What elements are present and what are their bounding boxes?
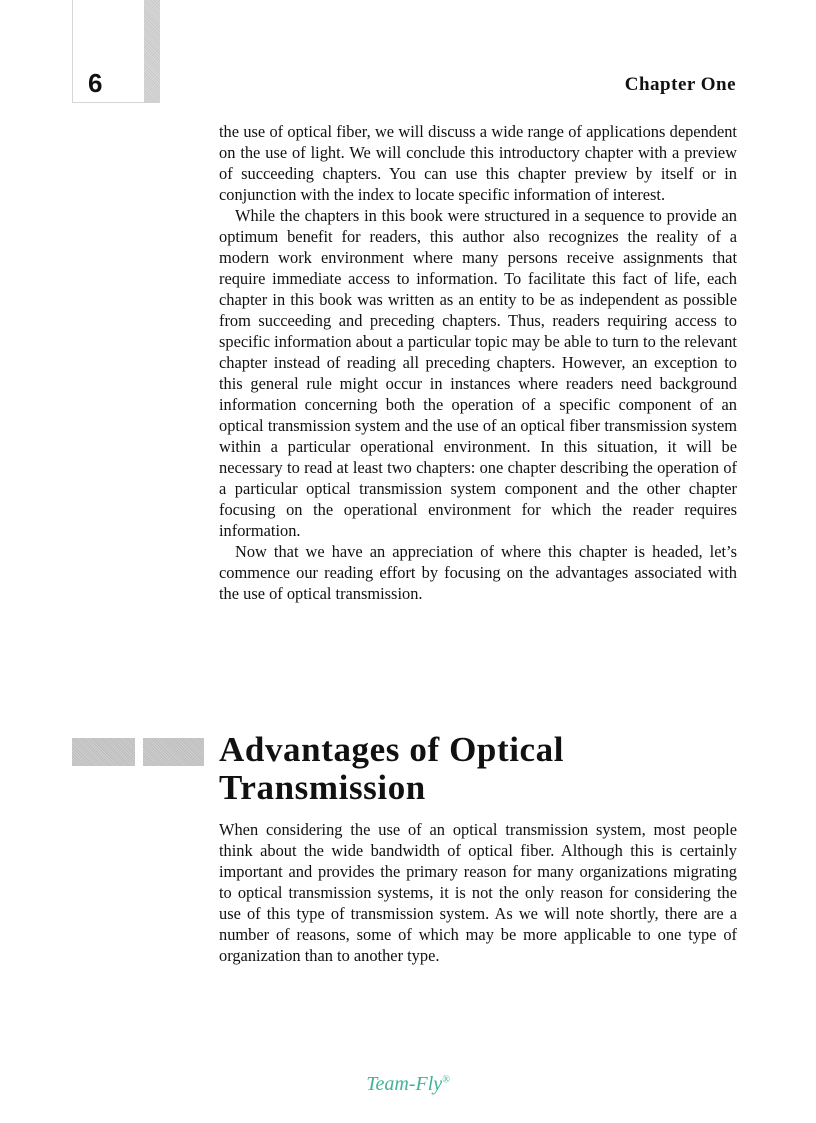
page-number: 6 xyxy=(88,68,103,98)
header-tab xyxy=(72,0,145,103)
paragraph-intro-continued: the use of optical fiber, we will discuss a wide range of applications dependent on the use of light. We will conclude this introductory chapter with a preview of succeeding chapters. You can use this chapter preview by itself or in conjunction with the index to locate specific information of interest. xyxy=(219,122,737,204)
section-heading-line1: Advantages of Optical xyxy=(219,730,565,769)
header-tab-stripe xyxy=(144,0,160,103)
paragraph-advantages: When considering the use of an optical transmission system, most people think about the wide bandwidth of optical fiber. Although this is certainly important and provides the primary reason for many organizations migrating to optical transmission systems, it is not the only reason for considering the use of this type of transmission system. As we will note shortly, there are a number of reasons, some of which may be more applicable to one type of organization than to another type. xyxy=(219,820,737,965)
section-heading xyxy=(219,731,739,807)
body-text xyxy=(219,121,737,604)
section-marker-right xyxy=(143,738,204,766)
watermark-text: Team-Fly xyxy=(366,1073,443,1095)
section-marker-left xyxy=(72,738,135,766)
section-body xyxy=(219,819,737,966)
paragraph-transition: Now that we have an appreciation of where this chapter is headed, let’s commence our reading effort by focusing on the advantages associated with the use of optical transmission. xyxy=(219,542,737,603)
chapter-label: Chapter One xyxy=(624,74,736,95)
section-heading-line2: Transmission xyxy=(219,768,426,807)
team-fly-watermark[interactable] xyxy=(0,1073,816,1096)
registered-mark: ® xyxy=(442,1074,450,1086)
paragraph-chapter-structure: While the chapters in this book were structured in a sequence to provide an optimum benefit for readers, this author also recognizes the reality of a modern work environment where many persons receive assignments that require immediate access to information. To facilitate this fact of life, each chapter in this book was written as an entity to be as independent as possible from succeeding and preceding chapters. Thus, readers requiring access to specific information about a particular topic may be able to turn to the relevant chapter instead of reading all preceding chapters. However, an exception to this general rule might occur in instances where readers need background information concerning both the operation of a specific component of an optical transmission system and the use of an optical fiber transmission system within a particular operational environment. In this situation, it will be necessary to read at least two chapters: one chapter describing the operation of a particular optical transmission system component and the other chapter focusing on the operational environment for which the reader requires information. xyxy=(219,206,737,540)
